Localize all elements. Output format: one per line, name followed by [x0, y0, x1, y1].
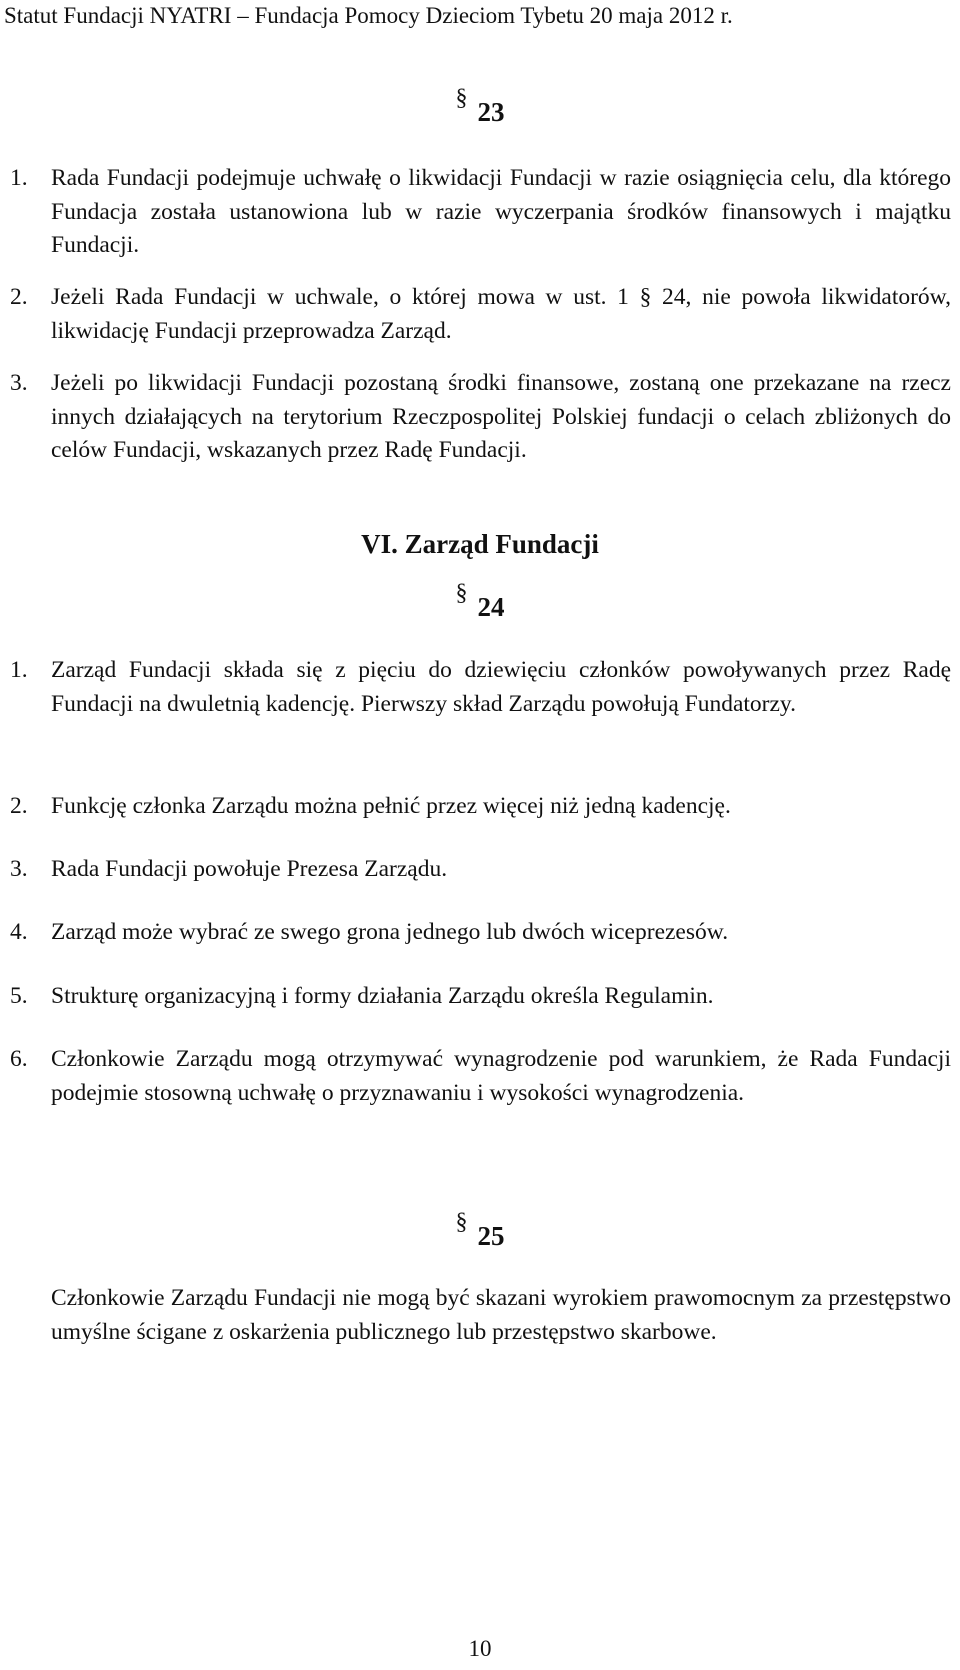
document-header: Statut Fundacji NYATRI – Fundacja Pomocy Dzieciom Tybetu 20 maja 2012 r.	[4, 3, 733, 28]
paragraph-23-1	[0, 162, 960, 263]
paragraph-number: 6.	[10, 1046, 28, 1072]
paragraph-number: 2.	[10, 284, 28, 310]
paragraph-24-5	[0, 980, 960, 1014]
paragraph-number: 2.	[10, 793, 28, 819]
paragraph-text: Jeżeli po likwidacji Fundacji pozostaną środki finansowe, zostaną one przekazane na rzecz innych działających na terytorium Rzeczpospolitej Polskiej fundacji o celach zbliżonych do celów Fundacji, wskazanych przez Radę Fundacji.	[51, 370, 951, 463]
chapter-heading: VI. Zarząd Fundacji	[361, 529, 599, 559]
paragraph-text: Zarząd może wybrać ze swego grona jednego lub dwóch wiceprezesów.	[51, 919, 729, 945]
paragraph-number: 1.	[10, 165, 28, 191]
paragraph-23-2	[0, 281, 960, 348]
section-number: 24	[477, 592, 505, 622]
paragraph-24-4	[0, 916, 960, 950]
section-heading-25	[0, 1209, 960, 1254]
section-symbol: §	[455, 580, 468, 606]
section-number: 23	[477, 97, 505, 127]
paragraph-text: Rada Fundacji podejmuje uchwałę o likwidacji Fundacji w razie osiągnięcia celu, dla którego Fundacja została ustanowiona lub w razie wyczerpania środków finansowych i majątku Fundacji.	[51, 165, 951, 258]
paragraph-number: 4.	[10, 919, 28, 945]
paragraph-text: Strukturę organizacyjną i formy działania Zarządu określa Regulamin.	[51, 983, 714, 1009]
paragraph-text: Członkowie Zarządu mogą otrzymywać wynagrodzenie pod warunkiem, że Rada Fundacji podejmie stosowną uchwałę o przyznawaniu i wysokości wynagrodzenia.	[51, 1046, 951, 1106]
section-heading-24	[0, 580, 960, 625]
section-symbol: §	[455, 85, 468, 111]
paragraph-25: Członkowie Zarządu Fundacji nie mogą być skazani wyrokiem prawomocnym za przestępstwo umyślne ścigane z oskarżenia publicznego lub przestępstwo skarbowe.	[51, 1285, 951, 1345]
paragraph-number: 3.	[10, 856, 28, 882]
page-number: 10	[468, 1636, 492, 1661]
paragraph-text: Funkcję członka Zarządu można pełnić przez więcej niż jedną kadencję.	[51, 793, 731, 819]
paragraph-24-2	[0, 790, 960, 824]
section-number: 25	[477, 1221, 505, 1251]
paragraph-23-3	[0, 367, 960, 468]
paragraph-number: 1.	[10, 657, 28, 683]
paragraph-text: Zarząd Fundacji składa się z pięciu do dziewięciu członków powoływanych przez Radę Fundacji na dwuletnią kadencję. Pierwszy skład Zarządu powołują Fundatorzy.	[51, 657, 951, 717]
paragraph-number: 5.	[10, 983, 28, 1009]
paragraph-number: 3.	[10, 370, 28, 396]
paragraph-24-6	[0, 1043, 960, 1110]
section-heading-23	[0, 85, 960, 130]
paragraph-24-3	[0, 853, 960, 887]
paragraph-text: Jeżeli Rada Fundacji w uchwale, o której mowa w ust. 1 § 24, nie powoła likwidatorów, likwidację Fundacji przeprowadza Zarząd.	[51, 284, 951, 344]
paragraph-24-1	[0, 654, 960, 721]
section-symbol: §	[455, 1209, 468, 1235]
paragraph-text: Rada Fundacji powołuje Prezesa Zarządu.	[51, 856, 448, 882]
